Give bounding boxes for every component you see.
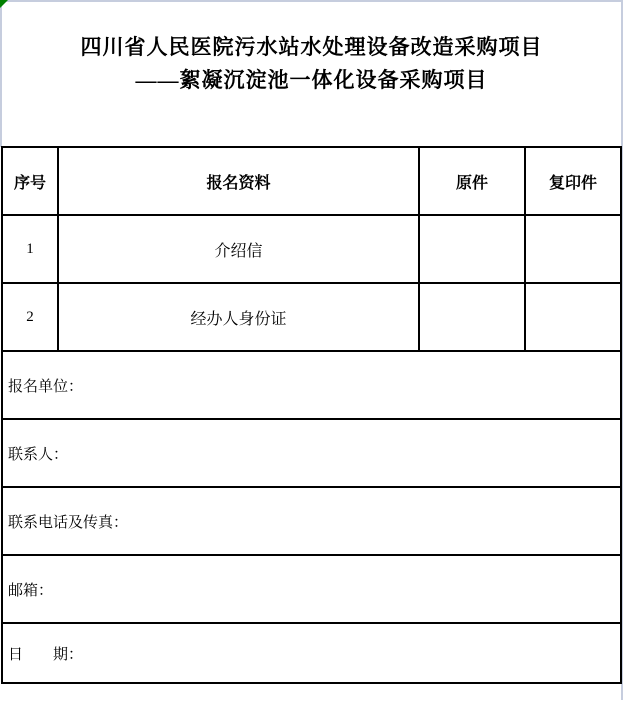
- material-cell: 经办人身份证: [58, 283, 419, 351]
- field-contact-cell[interactable]: [2, 419, 621, 487]
- copy-blank-cell[interactable]: [525, 283, 621, 351]
- title-line-1: 四川省人民医院污水站水处理设备改造采购项目: [80, 35, 543, 59]
- table-header-row: [2, 147, 621, 215]
- registration-table: [1, 146, 622, 684]
- table-row: [2, 215, 621, 283]
- field-label-unit: 报名单位：: [8, 378, 84, 395]
- copy-blank-cell[interactable]: [525, 215, 621, 283]
- field-unit-cell[interactable]: [2, 351, 621, 419]
- field-label-email: 邮箱：: [8, 582, 54, 599]
- field-row-phone-fax: [2, 487, 621, 555]
- field-date-cell[interactable]: [2, 623, 621, 683]
- field-email-cell[interactable]: [2, 555, 621, 623]
- header-serial-no: 序号: [2, 147, 58, 215]
- field-row-date: [2, 623, 621, 683]
- title-line-2: ——絮凝沉淀池一体化设备采购项目: [135, 68, 488, 92]
- field-phone-fax-cell[interactable]: [2, 487, 621, 555]
- field-label-date: 日 期：: [8, 646, 84, 663]
- header-copy: 复印件: [525, 147, 621, 215]
- serial-no-cell: 1: [2, 215, 58, 283]
- serial-no-cell: 2: [2, 283, 58, 351]
- field-row-unit: [2, 351, 621, 419]
- header-original: 原件: [419, 147, 525, 215]
- original-blank-cell[interactable]: [419, 215, 525, 283]
- field-row-contact: [2, 419, 621, 487]
- field-label-phone-fax: 联系电话及传真：: [8, 514, 129, 531]
- table-row: [2, 283, 621, 351]
- header-registration-materials: 报名资料: [58, 147, 419, 215]
- field-row-email: [2, 555, 621, 623]
- original-blank-cell[interactable]: [419, 283, 525, 351]
- field-label-contact: 联系人：: [8, 446, 69, 463]
- material-cell: 介绍信: [58, 215, 419, 283]
- document-title: [0, 0, 623, 97]
